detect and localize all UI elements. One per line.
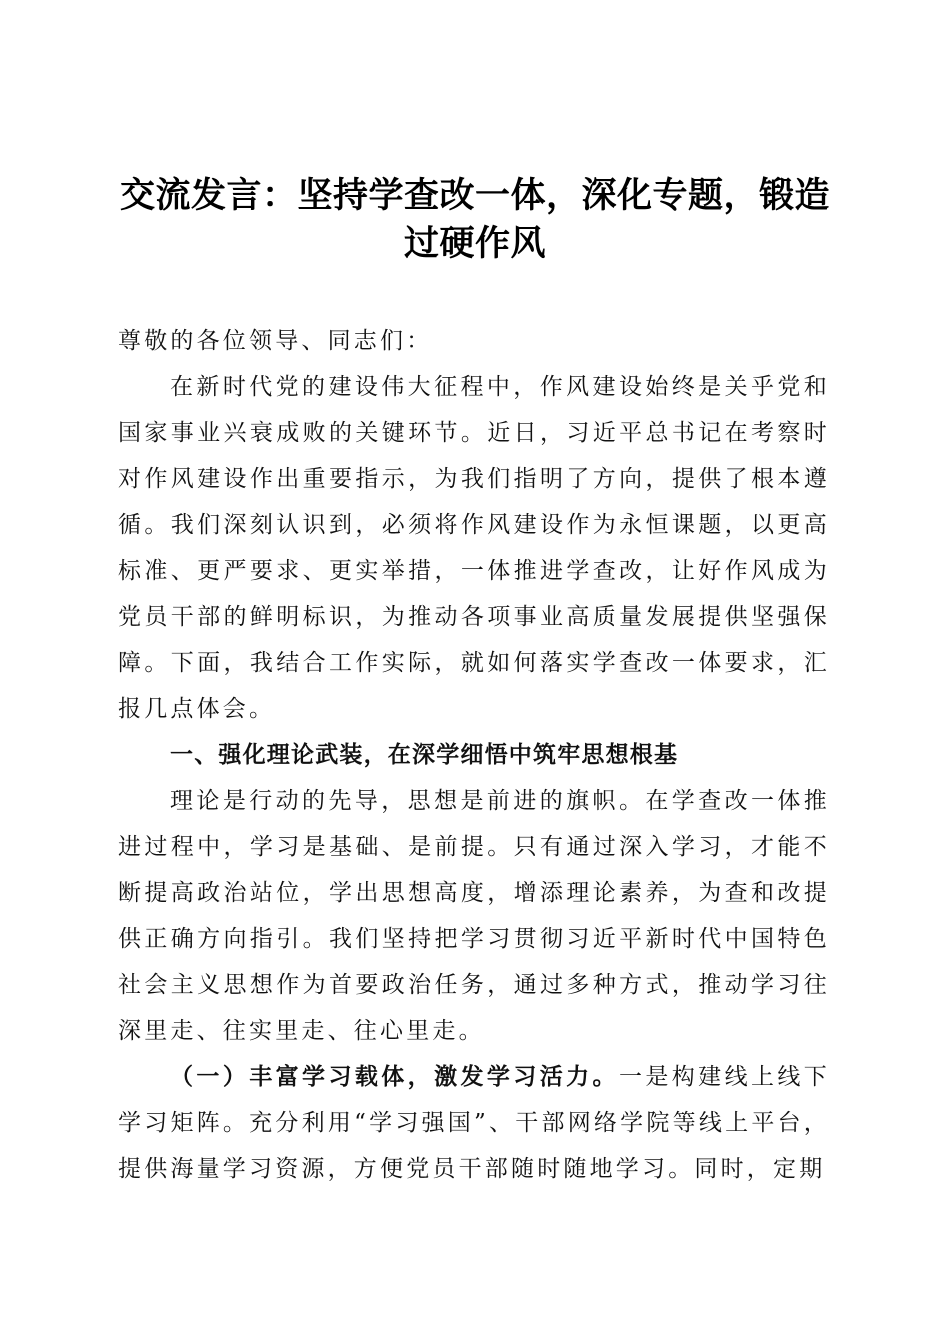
paragraph-subsection-1 bbox=[118, 1054, 830, 1192]
subsection-text: 一是构建线上线下学习矩阵。充分利用“学习强国”、干部网络学院等线上平台，提供海量学习资源，方便党员干部随时随地学习。同时，定期 bbox=[118, 1064, 830, 1182]
subsection-lead: （一）丰富学习载体，激发学习活力。 bbox=[170, 1063, 619, 1090]
salutation: 尊敬的各位领导、同志们： bbox=[118, 328, 433, 354]
section-heading-1: 一、强化理论武装，在深学细悟中筑牢思想根基 bbox=[170, 742, 679, 768]
paragraph-intro: 在新时代党的建设伟大征程中，作风建设始终是关乎党和国家事业兴衰成败的关键环节。近日，习近平总书记在考察时对作风建设作出重要指示，为我们指明了方向，提供了根本遵循。我们深刻认识到，必须将作风建设作为永恒课题，以更高标准、更严要求、更实举措，一体推进学查改，让好作风成为党员干部的鲜明标识，为推动各项事业高质量发展提供坚强保障。下面，我结合工作实际，就如何落实学查改一体要求，汇报几点体会。 bbox=[118, 374, 830, 722]
document-title bbox=[100, 172, 850, 268]
title-line-1: 交流发言：坚持学查改一体，深化专题，锻造 bbox=[119, 176, 830, 216]
title-line-2: 过硬作风 bbox=[403, 224, 546, 264]
paragraph-theory: 理论是行动的先导，思想是前进的旗帜。在学查改一体推进过程中，学习是基础、是前提。只有通过深入学习，才能不断提高政治站位，学出思想高度，增添理论素养，为查和改提供正确方向指引。我们坚持把学习贯彻习近平新时代中国特色社会主义思想作为首要政治任务，通过多种方式，推动学习往深里走、往实里走、往心里走。 bbox=[118, 788, 830, 1044]
document-body bbox=[118, 318, 830, 1192]
